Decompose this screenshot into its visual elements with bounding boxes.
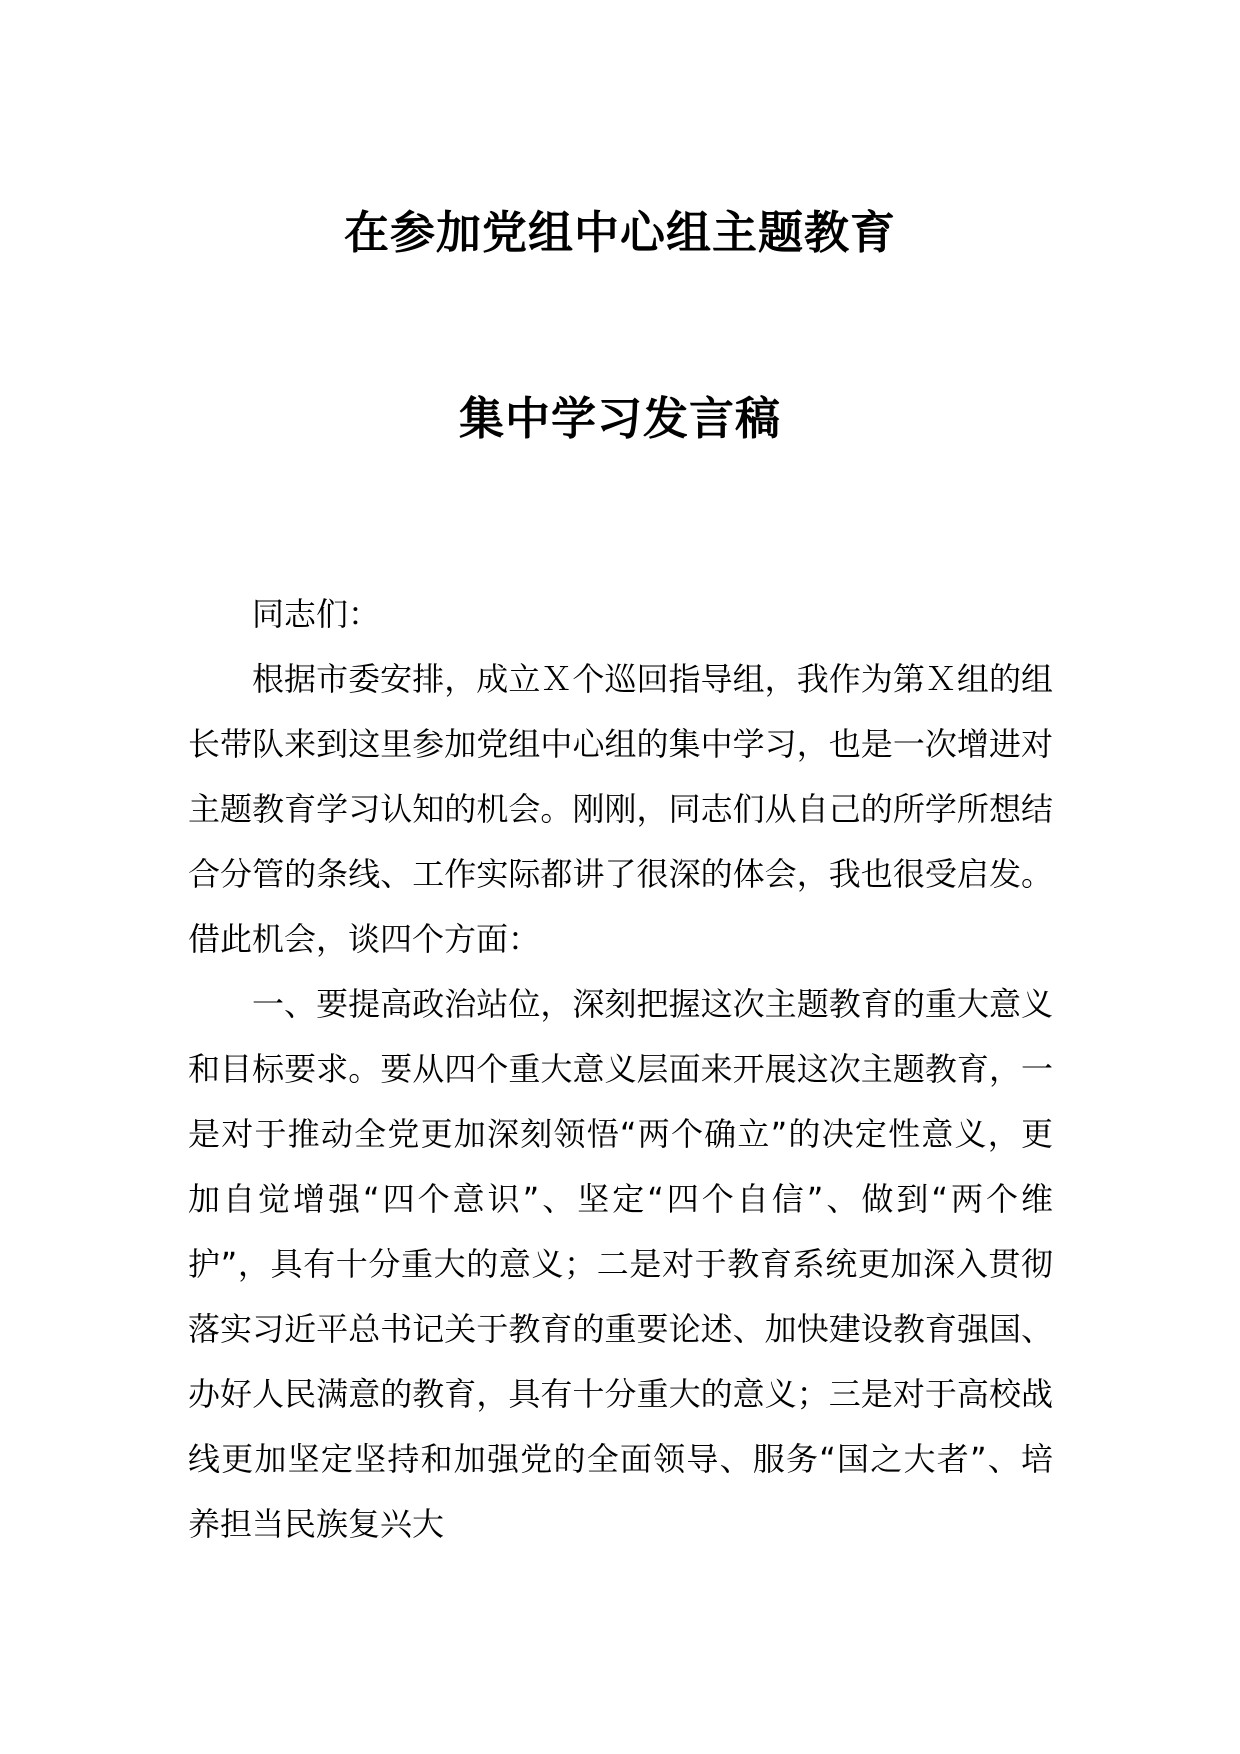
document-body xyxy=(188,582,1053,1557)
body-paragraph-section-one: 一、要提高政治站位，深刻把握这次主题教育的重大意义和目标要求。要从四个重大意义层面来开展这次主题教育，一是对于推动全党更加深刻领悟“两个确立”的决定性意义，更加自觉增强“四个意识”、坚定“四个自信”、做到“两个维护”，具有十分重大的意义；二是对于教育系统更加深入贯彻落实习近平总书记关于教育的重要论述、加快建设教育强国、办好人民满意的教育，具有十分重大的意义；三是对于高校战线更加坚定坚持和加强党的全面领导、服务“国之大者”、培养担当民族复兴大 xyxy=(188,985,1053,1543)
document-title-line-2: 集中学习发言稿 xyxy=(458,392,781,445)
document-title-line-1: 在参加党组中心组主题教育 xyxy=(343,206,896,259)
body-paragraph-intro: 根据市委安排，成立Ｘ个巡回指导组，我作为第Ｘ组的组长带队来到这里参加党组中心组的集中学习，也是一次增进对主题教育学习认知的机会。刚刚，同志们从自己的所学所想结合分管的条线、工作实际都讲了很深的体会，我也很受启发。借此机会，谈四个方面： xyxy=(188,660,1053,958)
salutation: 同志们： xyxy=(252,595,381,633)
